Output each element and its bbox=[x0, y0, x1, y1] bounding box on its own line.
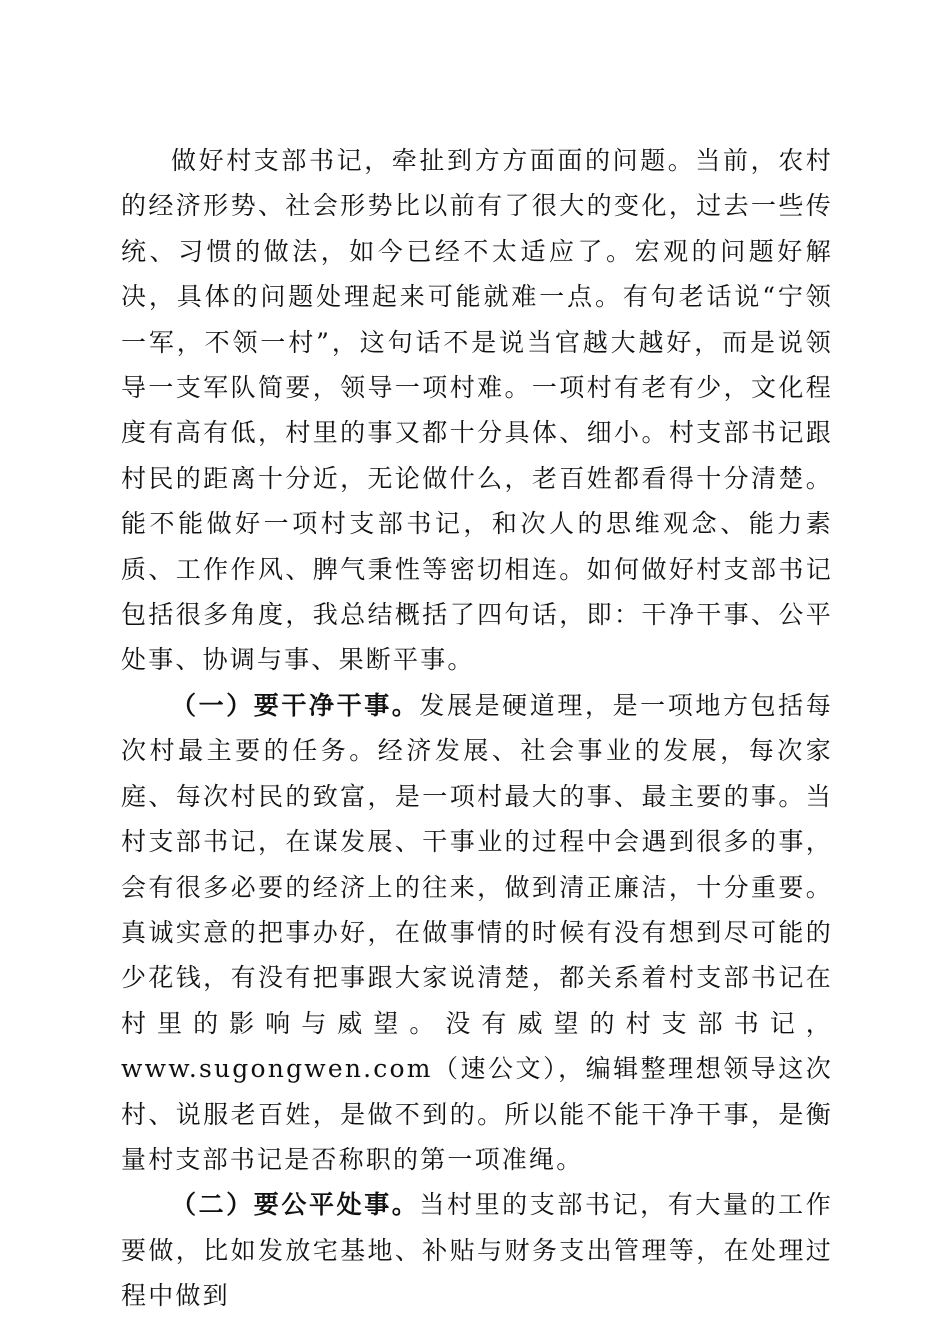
document-body bbox=[121, 138, 833, 1319]
paragraph-text: 当村里的支部书记，有大量的工作要做，比如发放宅基地、补贴与财务支出管理等，在处理过程中做到 bbox=[121, 1190, 833, 1311]
paragraph-text: 发展是硬道理，是一项地方包括每次村最主要的任务。经济发展、社会事业的发展，每次家庭、每次村民的致富，是一项村最大的事、最主要的事。当村支部书记，在谋发展、干事业的过程中会遇到很多的事，会有很多必要的经济上的往来，做到清正廉洁，十分重要。真诚实意的把事办好，在做事情的时候有没有想到尽可能的少花钱，有没有把事跟大家说清楚，都关系着村支部书记在村里的影响与威望。没有威望的村支部书记，www.sugongwen.com（速公文），编辑整理想领导这次村、说服老百姓，是做不到的。所以能不能干净干事，是衡量村支部书记是否称职的第一项准绳。 bbox=[121, 690, 833, 1174]
paragraph-fair-handling bbox=[121, 1182, 833, 1318]
paragraph-heading: （一）要干净干事。 bbox=[171, 690, 420, 720]
paragraph-heading: （二）要公平处事。 bbox=[171, 1190, 420, 1220]
paragraph-clean-work bbox=[121, 683, 833, 1182]
paragraph-text: 做好村支部书记，牵扯到方方面面的问题。当前，农村的经济形势、社会形势比以前有了很大的变化，过去一些传统、习惯的做法，如今已经不太适应了。宏观的问题好解决，具体的问题处理起来可能就难一点。有句老话说“宁领一军，不领一村”，这句话不是说当官越大越好，而是说领导一支军队简要，领导一项村难。一项村有老有少，文化程度有高有低，村里的事又都十分具体、细小。村支部书记跟村民的距离十分近，无论做什么，老百姓都看得十分清楚。能不能做好一项村支部书记，和次人的思维观念、能力素质、工作作风、脾气秉性等密切相连。如何做好村支部书记包括很多角度，我总结概括了四句话，即：干净干事、公平处事、协调与事、果断平事。 bbox=[121, 146, 833, 675]
paragraph-intro bbox=[121, 138, 833, 683]
